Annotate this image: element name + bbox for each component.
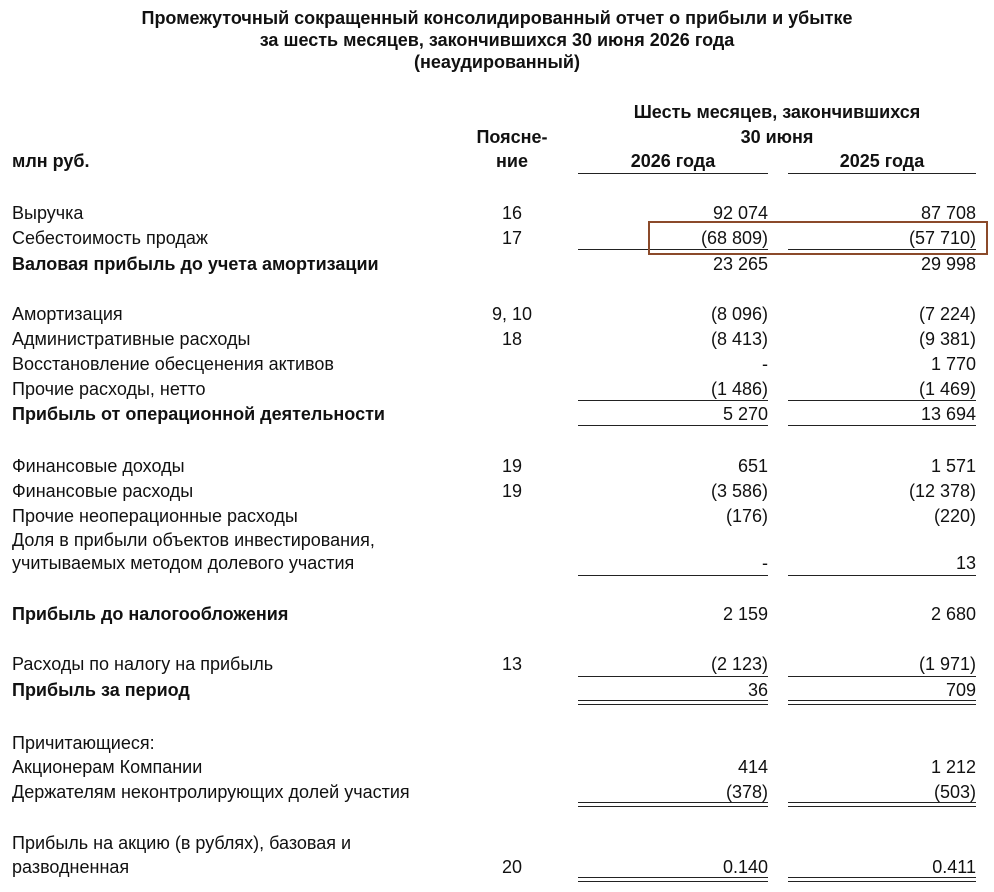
row-value-2025: 13	[955, 553, 976, 573]
total-rule-2025	[788, 425, 976, 426]
row-value-2025: 13 694	[920, 404, 976, 424]
row-value-2026: (3 586)	[710, 481, 768, 501]
total-double-rule-2026	[578, 877, 768, 882]
row-label: Финансовые доходы	[12, 456, 185, 476]
period-header-line-2: 30 июня	[740, 127, 814, 147]
row-value-2025: (503)	[933, 782, 976, 802]
row-note: 19	[501, 456, 523, 476]
row-value-2025: (9 381)	[918, 329, 976, 349]
total-double-rule-2026	[578, 802, 768, 807]
row-value-2025: 1 212	[930, 757, 976, 777]
row-note: 13	[501, 654, 523, 674]
row-label: Прибыль на акцию (в рублях), базовая и	[12, 833, 352, 853]
row-value-2026: 2 159	[722, 604, 768, 624]
title-line-1: Промежуточный сокращенный консолидированный отчет о прибыли и убытке	[141, 8, 853, 28]
row-value-2026: 23 265	[712, 254, 768, 274]
row-label: Держателям неконтролирующих долей участия	[12, 782, 410, 802]
row-value-2026: 5 270	[722, 404, 768, 424]
row-value-2025: (57 710)	[908, 228, 976, 248]
row-label: Финансовые расходы	[12, 481, 194, 501]
row-label: Административные расходы	[12, 329, 251, 349]
subtotal-rule-2025	[788, 676, 976, 677]
row-value-2026: 92 074	[712, 203, 768, 223]
row-note: 20	[501, 857, 523, 877]
row-label: Прочие расходы, нетто	[12, 379, 206, 399]
units-label: млн руб.	[12, 151, 90, 171]
row-value-2026: (176)	[725, 506, 768, 526]
header-rule-2026	[578, 173, 768, 174]
row-value-2026: (8 413)	[710, 329, 768, 349]
row-note: 16	[501, 203, 523, 223]
subtotal-rule-2026	[578, 400, 768, 401]
row-value-2026: 0.140	[722, 857, 768, 877]
subtotal-rule-2026	[578, 676, 768, 677]
row-note: 18	[501, 329, 523, 349]
period-header-line-1: Шесть месяцев, закончившихся	[633, 102, 921, 122]
row-value-2025: 2 680	[930, 604, 976, 624]
title-line-2: за шесть месяцев, закончившихся 30 июня 2026 года	[259, 30, 735, 50]
row-value-2026: (1 486)	[710, 379, 768, 399]
subtotal-rule-2025	[788, 575, 976, 576]
note-header-line-2: ние	[496, 151, 528, 171]
row-label-continued: разводненная	[12, 857, 130, 877]
title-line-3: (неаудированный)	[414, 52, 580, 72]
year-2025-header: 2025 года	[839, 151, 925, 171]
row-label: Доля в прибыли объектов инвестирования,	[12, 530, 375, 550]
row-label: Амортизация	[12, 304, 123, 324]
row-label: Выручка	[12, 203, 84, 223]
row-value-2025: 1 770	[930, 354, 976, 374]
row-value-2026: 651	[737, 456, 768, 476]
row-label: Акционерам Компании	[12, 757, 203, 777]
report-title	[0, 7, 994, 73]
row-label: Себестоимость продаж	[12, 228, 208, 248]
row-label: Прочие неоперационные расходы	[12, 506, 298, 526]
row-label: Прибыль за период	[12, 680, 190, 700]
row-value-2025: 1 571	[930, 456, 976, 476]
row-value-2025: (7 224)	[918, 304, 976, 324]
row-value-2026: (8 096)	[710, 304, 768, 324]
row-value-2026: -	[762, 553, 768, 573]
note-header-line-1: Поясне-	[476, 127, 548, 147]
row-label: Восстановление обесценения активов	[12, 354, 334, 374]
year-2026-header: 2026 года	[630, 151, 716, 171]
row-note: 19	[501, 481, 523, 501]
row-value-2025: 709	[945, 680, 976, 700]
row-value-2026: (378)	[725, 782, 768, 802]
row-label: Прибыль от операционной деятельности	[12, 404, 385, 424]
total-double-rule-2025	[788, 700, 976, 705]
subtotal-rule-2025	[788, 400, 976, 401]
row-value-2025: (220)	[933, 506, 976, 526]
row-label-continued: учитываемых методом долевого участия	[12, 553, 355, 573]
row-value-2025: (1 971)	[918, 654, 976, 674]
row-label: Причитающиеся:	[12, 733, 155, 753]
header-rule-2025	[788, 173, 976, 174]
row-value-2026: 36	[747, 680, 768, 700]
row-note: 17	[501, 228, 523, 248]
row-value-2026: -	[762, 354, 768, 374]
row-label: Прибыль до налогообложения	[12, 604, 289, 624]
total-double-rule-2025	[788, 802, 976, 807]
total-rule-2026	[578, 425, 768, 426]
subtotal-rule-2026	[578, 575, 768, 576]
row-value-2025: (12 378)	[908, 481, 976, 501]
row-value-2025: 0.411	[932, 857, 976, 877]
row-note: 9, 10	[491, 304, 533, 324]
row-value-2025: 29 998	[920, 254, 976, 274]
row-value-2026: (2 123)	[710, 654, 768, 674]
row-label: Валовая прибыль до учета амортизации	[12, 254, 379, 274]
total-double-rule-2025	[788, 877, 976, 882]
highlight-box	[648, 221, 988, 255]
row-label: Расходы по налогу на прибыль	[12, 654, 274, 674]
row-value-2026: (68 809)	[700, 228, 768, 248]
total-double-rule-2026	[578, 700, 768, 705]
row-value-2025: (1 469)	[918, 379, 976, 399]
row-value-2026: 414	[737, 757, 768, 777]
row-value-2025: 87 708	[920, 203, 976, 223]
